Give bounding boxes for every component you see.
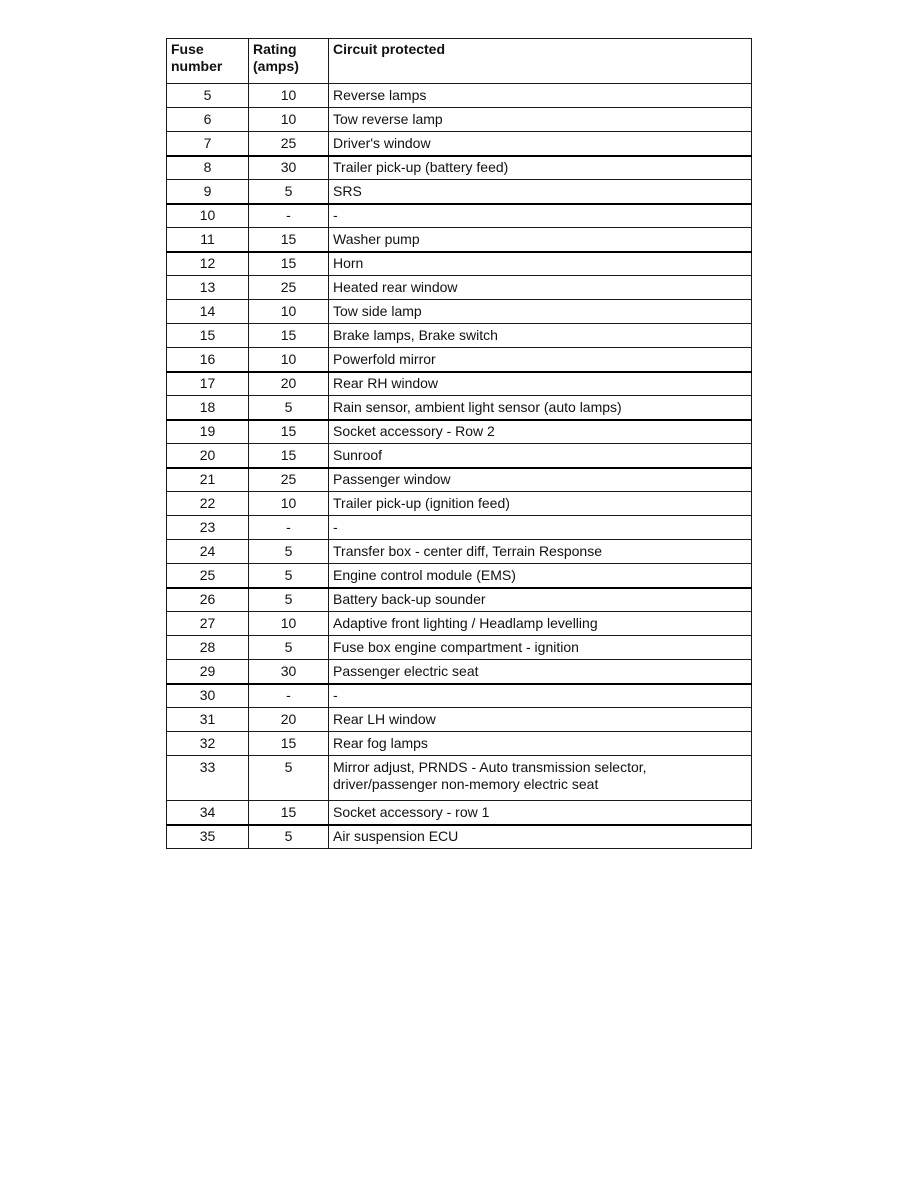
header-row [167,39,752,84]
rating: 15 [249,444,329,468]
fuse-number: 22 [167,492,249,516]
fuse-number: 23 [167,516,249,540]
fuse-number: 19 [167,420,249,444]
fuse-number: 30 [167,684,249,708]
rating: 5 [249,540,329,564]
circuit: Trailer pick-up (battery feed) [329,156,752,180]
rating: 15 [249,252,329,276]
fuse-number: 31 [167,708,249,732]
fuse-number: 35 [167,825,249,849]
circuit: Transfer box - center diff, Terrain Response [329,540,752,564]
rating: 15 [249,228,329,252]
circuit: Socket accessory - row 1 [329,801,752,825]
circuit: Air suspension ECU [329,825,752,849]
fuse-number: 21 [167,468,249,492]
circuit: Fuse box engine compartment - ignition [329,636,752,660]
rating: 10 [249,492,329,516]
rating: 25 [249,276,329,300]
fuse-number: 13 [167,276,249,300]
table-row [167,660,752,684]
rating: 10 [249,84,329,108]
rating: - [249,204,329,228]
rating: - [249,684,329,708]
rating: 5 [249,396,329,420]
rating: 25 [249,468,329,492]
table-row [167,708,752,732]
table-row [167,756,752,801]
rating: 15 [249,420,329,444]
circuit: Battery back-up sounder [329,588,752,612]
fuse-number: 14 [167,300,249,324]
fuse-number: 7 [167,132,249,156]
table-row [167,444,752,468]
fuse-number: 10 [167,204,249,228]
circuit: Heated rear window [329,276,752,300]
table-row [167,204,752,228]
table-row [167,156,752,180]
table-row [167,540,752,564]
rating: 5 [249,588,329,612]
circuit: - [329,516,752,540]
table-row [167,300,752,324]
circuit [329,756,752,801]
rating: 5 [249,756,329,801]
table-row [167,612,752,636]
fuse-number: 8 [167,156,249,180]
circuit: Rain sensor, ambient light sensor (auto lamps) [329,396,752,420]
rating: 30 [249,660,329,684]
circuit: Trailer pick-up (ignition feed) [329,492,752,516]
table-row [167,636,752,660]
header-circuit: Circuit protected [329,39,752,84]
circuit: Rear RH window [329,372,752,396]
table-row [167,180,752,204]
table-row [167,684,752,708]
circuit: Reverse lamps [329,84,752,108]
circuit: Tow reverse lamp [329,108,752,132]
table-row [167,801,752,825]
rating: 5 [249,825,329,849]
header-fuse-number: Fuse number [167,39,249,84]
circuit: Adaptive front lighting / Headlamp levelling [329,612,752,636]
circuit: Driver's window [329,132,752,156]
table-row [167,420,752,444]
circuit: Washer pump [329,228,752,252]
fuse-number: 20 [167,444,249,468]
rating: 15 [249,732,329,756]
circuit: - [329,204,752,228]
table-row [167,228,752,252]
fuse-number: 6 [167,108,249,132]
fuse-number: 18 [167,396,249,420]
table-row [167,564,752,588]
circuit: Sunroof [329,444,752,468]
table-row [167,84,752,108]
fuse-number: 16 [167,348,249,372]
fuse-number: 12 [167,252,249,276]
circuit: - [329,684,752,708]
circuit-line-2: driver/passenger non-memory electric seat [333,776,599,792]
rating: 10 [249,300,329,324]
circuit: Engine control module (EMS) [329,564,752,588]
circuit: Rear fog lamps [329,732,752,756]
circuit: SRS [329,180,752,204]
fuse-number: 29 [167,660,249,684]
fuse-number: 28 [167,636,249,660]
table-row [167,324,752,348]
rating: 5 [249,636,329,660]
rating: - [249,516,329,540]
header-rating: Rating (amps) [249,39,329,84]
fuse-table [166,38,752,849]
fuse-number: 27 [167,612,249,636]
circuit: Socket accessory - Row 2 [329,420,752,444]
fuse-number: 15 [167,324,249,348]
fuse-number: 17 [167,372,249,396]
rating: 20 [249,372,329,396]
rating: 30 [249,156,329,180]
fuse-number: 32 [167,732,249,756]
table-row [167,132,752,156]
rating: 5 [249,564,329,588]
fuse-number: 24 [167,540,249,564]
rating: 10 [249,348,329,372]
table-row [167,825,752,849]
circuit: Brake lamps, Brake switch [329,324,752,348]
fuse-number: 5 [167,84,249,108]
fuse-number: 33 [167,756,249,801]
table-row [167,348,752,372]
rating: 15 [249,324,329,348]
circuit-line-1: Mirror adjust, PRNDS - Auto transmission selector, [333,759,647,775]
circuit: Passenger window [329,468,752,492]
rating: 20 [249,708,329,732]
table-row [167,252,752,276]
circuit: Tow side lamp [329,300,752,324]
rating: 10 [249,108,329,132]
circuit: Powerfold mirror [329,348,752,372]
fuse-number: 11 [167,228,249,252]
rating: 15 [249,801,329,825]
rating: 25 [249,132,329,156]
table-row [167,732,752,756]
table-row [167,372,752,396]
fuse-number: 25 [167,564,249,588]
circuit: Passenger electric seat [329,660,752,684]
circuit: Horn [329,252,752,276]
table-row [167,516,752,540]
table-row [167,468,752,492]
table-row [167,396,752,420]
fuse-number: 26 [167,588,249,612]
fuse-number: 34 [167,801,249,825]
table-row [167,108,752,132]
table-row [167,492,752,516]
circuit: Rear LH window [329,708,752,732]
table-row [167,276,752,300]
fuse-number: 9 [167,180,249,204]
rating: 10 [249,612,329,636]
rating: 5 [249,180,329,204]
table-row [167,588,752,612]
